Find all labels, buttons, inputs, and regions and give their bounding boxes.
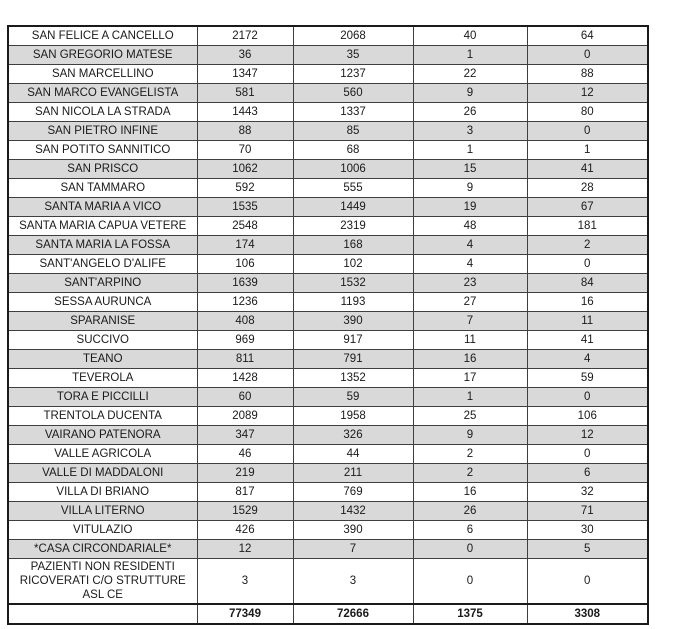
- municipality-name-cell: *CASA CIRCONDARIALE*: [8, 540, 197, 559]
- table-row: [8, 369, 648, 388]
- municipality-name-cell: SAN PRISCO: [8, 160, 197, 179]
- value-cell: 1958: [293, 407, 413, 426]
- table-row: [8, 46, 648, 65]
- value-cell: 28: [527, 179, 648, 198]
- value-cell: 59: [293, 388, 413, 407]
- table-body: [8, 26, 648, 624]
- value-cell: 592: [197, 179, 293, 198]
- municipality-name-cell: SAN MARCO EVANGELISTA: [8, 84, 197, 103]
- value-cell: 3: [413, 122, 527, 141]
- value-cell: 16: [413, 350, 527, 369]
- value-cell: 2: [413, 445, 527, 464]
- value-cell: 4: [527, 350, 648, 369]
- municipality-name-cell: VILLA LITERNO: [8, 502, 197, 521]
- value-cell: 15: [413, 160, 527, 179]
- table-row: [8, 122, 648, 141]
- value-cell: 390: [293, 312, 413, 331]
- value-cell: 1535: [197, 198, 293, 217]
- table-row: [8, 26, 648, 46]
- value-cell: 48: [413, 217, 527, 236]
- value-cell: 59: [527, 369, 648, 388]
- total-value-cell: 72666: [293, 604, 413, 624]
- municipality-name-cell: VITULAZIO: [8, 521, 197, 540]
- value-cell: 1062: [197, 160, 293, 179]
- value-cell: 769: [293, 483, 413, 502]
- table-row: [8, 350, 648, 369]
- value-cell: 1236: [197, 293, 293, 312]
- value-cell: 1428: [197, 369, 293, 388]
- municipality-name-cell: VAIRANO PATENORA: [8, 426, 197, 445]
- value-cell: 11: [413, 331, 527, 350]
- municipality-name-cell: TORA E PICCILLI: [8, 388, 197, 407]
- value-cell: 1532: [293, 274, 413, 293]
- municipality-name-cell: SPARANISE: [8, 312, 197, 331]
- value-cell: 0: [527, 388, 648, 407]
- value-cell: 0: [413, 540, 527, 559]
- table-row: [8, 464, 648, 483]
- value-cell: 71: [527, 502, 648, 521]
- municipality-name-cell: VALLE DI MADDALONI: [8, 464, 197, 483]
- value-cell: 2172: [197, 26, 293, 46]
- value-cell: 1: [527, 141, 648, 160]
- municipality-name-cell: SAN GREGORIO MATESE: [8, 46, 197, 65]
- value-cell: 1639: [197, 274, 293, 293]
- value-cell: 64: [527, 26, 648, 46]
- municipality-name-cell: SESSA AURUNCA: [8, 293, 197, 312]
- value-cell: 174: [197, 236, 293, 255]
- value-cell: 16: [527, 293, 648, 312]
- table-row: [8, 141, 648, 160]
- table-row: [8, 521, 648, 540]
- total-row: [8, 604, 648, 624]
- value-cell: 555: [293, 179, 413, 198]
- municipality-name-cell: TEANO: [8, 350, 197, 369]
- value-cell: 30: [527, 521, 648, 540]
- value-cell: 26: [413, 502, 527, 521]
- value-cell: 1237: [293, 65, 413, 84]
- value-cell: 1347: [197, 65, 293, 84]
- table-row: [8, 388, 648, 407]
- value-cell: 41: [527, 160, 648, 179]
- value-cell: 11: [527, 312, 648, 331]
- total-row-label-cell: [8, 604, 197, 624]
- value-cell: 2: [413, 464, 527, 483]
- value-cell: 0: [413, 559, 527, 605]
- table-row: [8, 236, 648, 255]
- table-row: [8, 84, 648, 103]
- municipality-name-cell: VALLE AGRICOLA: [8, 445, 197, 464]
- value-cell: 4: [413, 236, 527, 255]
- table-row: [8, 312, 648, 331]
- value-cell: 22: [413, 65, 527, 84]
- value-cell: 811: [197, 350, 293, 369]
- value-cell: 181: [527, 217, 648, 236]
- table-row: [8, 103, 648, 122]
- municipality-name-cell: SANTA MARIA A VICO: [8, 198, 197, 217]
- value-cell: 211: [293, 464, 413, 483]
- table-row: [8, 198, 648, 217]
- municipality-name-cell: SAN POTITO SANNITICO: [8, 141, 197, 160]
- value-cell: 19: [413, 198, 527, 217]
- value-cell: 6: [413, 521, 527, 540]
- table-row: [8, 407, 648, 426]
- value-cell: 85: [293, 122, 413, 141]
- value-cell: 12: [527, 84, 648, 103]
- value-cell: 4: [413, 255, 527, 274]
- value-cell: 2319: [293, 217, 413, 236]
- table-row: [8, 502, 648, 521]
- value-cell: 1337: [293, 103, 413, 122]
- value-cell: 0: [527, 255, 648, 274]
- value-cell: 7: [413, 312, 527, 331]
- value-cell: 60: [197, 388, 293, 407]
- value-cell: 2548: [197, 217, 293, 236]
- value-cell: 70: [197, 141, 293, 160]
- value-cell: 16: [413, 483, 527, 502]
- municipality-name-cell: SANTA MARIA LA FOSSA: [8, 236, 197, 255]
- value-cell: 969: [197, 331, 293, 350]
- value-cell: 3: [197, 559, 293, 605]
- value-cell: 80: [527, 103, 648, 122]
- value-cell: 1: [413, 388, 527, 407]
- table-row: [8, 426, 648, 445]
- table-row: [8, 445, 648, 464]
- value-cell: 26: [413, 103, 527, 122]
- value-cell: 35: [293, 46, 413, 65]
- total-value-cell: 1375: [413, 604, 527, 624]
- table-row: [8, 217, 648, 236]
- value-cell: 1449: [293, 198, 413, 217]
- value-cell: 1443: [197, 103, 293, 122]
- value-cell: 1529: [197, 502, 293, 521]
- municipality-name-cell: SUCCIVO: [8, 331, 197, 350]
- municipality-name-cell: SAN MARCELLINO: [8, 65, 197, 84]
- value-cell: 168: [293, 236, 413, 255]
- value-cell: 326: [293, 426, 413, 445]
- value-cell: 1: [413, 46, 527, 65]
- value-cell: 0: [527, 46, 648, 65]
- value-cell: 9: [413, 426, 527, 445]
- municipality-name-cell: SAN NICOLA LA STRADA: [8, 103, 197, 122]
- table-row: [8, 179, 648, 198]
- value-cell: 41: [527, 331, 648, 350]
- value-cell: 0: [527, 559, 648, 605]
- value-cell: 106: [527, 407, 648, 426]
- municipality-name-cell: PAZIENTI NON RESIDENTI RICOVERATI C/O STRUTTURE ASL CE: [8, 559, 197, 605]
- value-cell: 12: [197, 540, 293, 559]
- value-cell: 817: [197, 483, 293, 502]
- value-cell: 581: [197, 84, 293, 103]
- table-row: [8, 293, 648, 312]
- table-row: [8, 331, 648, 350]
- value-cell: 1193: [293, 293, 413, 312]
- value-cell: 347: [197, 426, 293, 445]
- value-cell: 40: [413, 26, 527, 46]
- value-cell: 17: [413, 369, 527, 388]
- table-row: [8, 160, 648, 179]
- value-cell: 408: [197, 312, 293, 331]
- value-cell: 23: [413, 274, 527, 293]
- value-cell: 1: [413, 141, 527, 160]
- value-cell: 791: [293, 350, 413, 369]
- value-cell: 44: [293, 445, 413, 464]
- value-cell: 219: [197, 464, 293, 483]
- value-cell: 32: [527, 483, 648, 502]
- value-cell: 390: [293, 521, 413, 540]
- value-cell: 84: [527, 274, 648, 293]
- value-cell: 6: [527, 464, 648, 483]
- table-row: [8, 559, 648, 605]
- total-value-cell: 3308: [527, 604, 648, 624]
- value-cell: 2068: [293, 26, 413, 46]
- municipality-name-cell: SANT'ANGELO D'ALIFE: [8, 255, 197, 274]
- value-cell: 426: [197, 521, 293, 540]
- value-cell: 3: [293, 559, 413, 605]
- municipality-name-cell: SAN PIETRO INFINE: [8, 122, 197, 141]
- value-cell: 9: [413, 84, 527, 103]
- municipality-name-cell: TRENTOLA DUCENTA: [8, 407, 197, 426]
- municipality-name-cell: VILLA DI BRIANO: [8, 483, 197, 502]
- value-cell: 88: [527, 65, 648, 84]
- value-cell: 36: [197, 46, 293, 65]
- value-cell: 1352: [293, 369, 413, 388]
- value-cell: 67: [527, 198, 648, 217]
- value-cell: 1432: [293, 502, 413, 521]
- table-row: [8, 65, 648, 84]
- municipality-name-cell: SAN FELICE A CANCELLO: [8, 26, 197, 46]
- table-row: [8, 540, 648, 559]
- table-row: [8, 483, 648, 502]
- value-cell: 560: [293, 84, 413, 103]
- value-cell: 1006: [293, 160, 413, 179]
- value-cell: 0: [527, 122, 648, 141]
- table-row: [8, 255, 648, 274]
- municipality-data-table: [7, 25, 649, 625]
- value-cell: 5: [527, 540, 648, 559]
- municipality-name-cell: TEVEROLA: [8, 369, 197, 388]
- value-cell: 9: [413, 179, 527, 198]
- total-value-cell: 77349: [197, 604, 293, 624]
- table-row: [8, 274, 648, 293]
- value-cell: 46: [197, 445, 293, 464]
- value-cell: 25: [413, 407, 527, 426]
- municipality-name-cell: SAN TAMMARO: [8, 179, 197, 198]
- table-container: [7, 25, 649, 625]
- municipality-name-cell: SANTA MARIA CAPUA VETERE: [8, 217, 197, 236]
- value-cell: 106: [197, 255, 293, 274]
- municipality-name-cell: SANT'ARPINO: [8, 274, 197, 293]
- value-cell: 917: [293, 331, 413, 350]
- value-cell: 102: [293, 255, 413, 274]
- value-cell: 12: [527, 426, 648, 445]
- value-cell: 27: [413, 293, 527, 312]
- value-cell: 88: [197, 122, 293, 141]
- value-cell: 2089: [197, 407, 293, 426]
- value-cell: 7: [293, 540, 413, 559]
- value-cell: 2: [527, 236, 648, 255]
- value-cell: 0: [527, 445, 648, 464]
- value-cell: 68: [293, 141, 413, 160]
